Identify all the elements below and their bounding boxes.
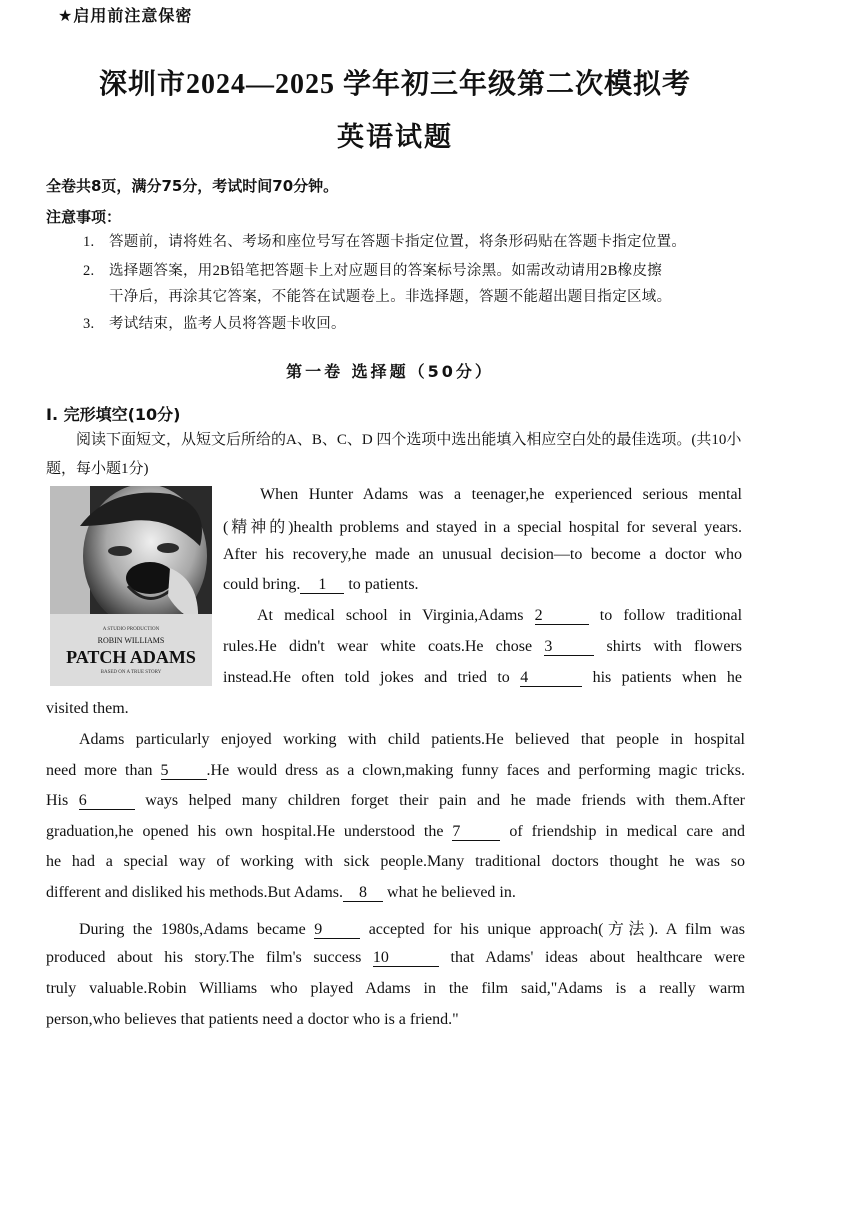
passage-line: truly valuable.Robin Williams who played Adams in the film said,"Adams is a really warm <box>46 980 745 997</box>
passage-text: could bring. <box>223 576 301 593</box>
blank-4: 4 <box>520 669 582 687</box>
blank-9: 9 <box>314 921 360 939</box>
note-item <box>83 258 753 310</box>
note-item <box>83 229 753 255</box>
passage-line: he had a special way of working with sick people.Many traditional doctors thought he was so <box>46 853 745 870</box>
blank-5: 5 <box>161 762 207 780</box>
note-number: 2. <box>83 263 95 279</box>
blank-6: 6 <box>79 792 135 810</box>
section-title: 第一卷 选择题（50分） <box>286 362 494 381</box>
notes-title: 注意事项： <box>46 208 122 226</box>
passage-text: At medical school in Virginia,Adams <box>257 607 524 624</box>
passage-text: ways helped many children forget their pain and he made friends with them.After <box>145 792 745 809</box>
note-text: 考试结束，监考人员将答题卡收回。 <box>109 316 346 332</box>
passage-line: person,who believes that patients need a doctor who is a friend." <box>46 1011 459 1028</box>
passage-line: visited them. <box>46 700 129 717</box>
passage-text: His <box>46 792 69 809</box>
passage-line <box>223 576 419 594</box>
passage-line: Adams particularly enjoyed working with child patients.He believed that people in hospital <box>79 731 745 748</box>
exam-title: 深圳市2024—2025 学年初三年级第二次模拟考 <box>98 69 691 100</box>
passage-line <box>46 884 516 902</box>
passage-text: rules.He didn't wear white coats.He chose <box>223 638 533 655</box>
blank-3: 3 <box>544 638 594 656</box>
passage-text: produced about his story.The film's success <box>46 949 362 966</box>
passage-line <box>46 949 745 967</box>
passage-text: .He would dress as a clown,making funny faces and performing magic tricks. <box>206 762 746 779</box>
passage-line <box>257 607 742 625</box>
note-item <box>83 311 753 337</box>
passage-text: his patients when he <box>592 669 743 686</box>
poster-tagline: A STUDIO PRODUCTION <box>102 627 160 632</box>
patch-adams-poster <box>50 486 212 686</box>
poster-image <box>50 486 212 686</box>
passage-text: different and disliked his methods.But Adams. <box>46 884 344 901</box>
passage-text: to follow traditional <box>599 607 743 624</box>
blank-2: 2 <box>535 607 589 625</box>
part-title: I. 完形填空(10分) <box>46 405 181 424</box>
instructions: 阅读下面短文，从短文后所给的A、B、C、D 四个选项中选出能填入相应空白处的最佳选项。(共10小题，每小题1分) <box>46 432 742 477</box>
passage-text: what he believed in. <box>387 884 516 901</box>
passage-line: (精神的)health problems and stayed in a special hospital for several years. <box>223 519 742 536</box>
passage-line <box>46 792 745 810</box>
passage-text: need more than <box>46 762 153 779</box>
passage-line <box>223 638 742 656</box>
note-text-continued: 干净后，再涂其它答案，不能答在试题卷上。非选择题，答题不能超出题目指定区域。 <box>109 289 672 305</box>
blank-10: 10 <box>373 949 439 967</box>
passage-line <box>223 669 742 687</box>
blank-1: 1 <box>300 576 344 594</box>
note-number: 1. <box>83 234 95 250</box>
note-text: 选择题答案，用2B铅笔把答题卡上对应题目的答案标号涂黑。如需改动请用2B橡皮擦 <box>109 263 663 279</box>
poster-title: PATCH ADAMS <box>66 647 196 667</box>
passage-text: shirts with flowers <box>606 638 743 655</box>
note-number: 3. <box>83 316 95 332</box>
confidential-mark: ★启用前注意保密 <box>58 6 193 25</box>
passage-text: During the 1980s,Adams became <box>79 921 306 938</box>
passage-line <box>46 823 745 841</box>
passage-line: When Hunter Adams was a teenager,he experienced serious mental <box>260 486 742 503</box>
passage-line <box>46 762 745 780</box>
passage-text: to patients. <box>348 576 419 593</box>
passage-text: graduation,he opened his own hospital.He understood the <box>46 823 444 840</box>
blank-7: 7 <box>452 823 500 841</box>
poster-actor: ROBIN WILLIAMS <box>97 636 165 645</box>
exam-subject: 英语试题 <box>337 122 453 152</box>
passage-text: accepted for his unique approach(方法). A film was <box>368 921 745 938</box>
poster-subtitle: BASED ON A TRUE STORY <box>100 670 162 675</box>
passage-text: of friendship in medical care and <box>509 823 746 840</box>
exam-info: 全卷共8页，满分75分，考试时间70分钟。 <box>46 177 339 195</box>
blank-8: 8 <box>343 884 383 902</box>
passage-line: After his recovery,he made an unusual decision—to become a doctor who <box>223 546 742 563</box>
passage-line <box>79 916 745 939</box>
passage-text: instead.He often told jokes and tried to <box>223 669 510 686</box>
passage-text: that Adams' ideas about healthcare were <box>450 949 746 966</box>
note-text: 答题前，请将姓名、考场和座位号写在答题卡指定位置，将条形码贴在答题卡指定位置。 <box>109 234 687 250</box>
